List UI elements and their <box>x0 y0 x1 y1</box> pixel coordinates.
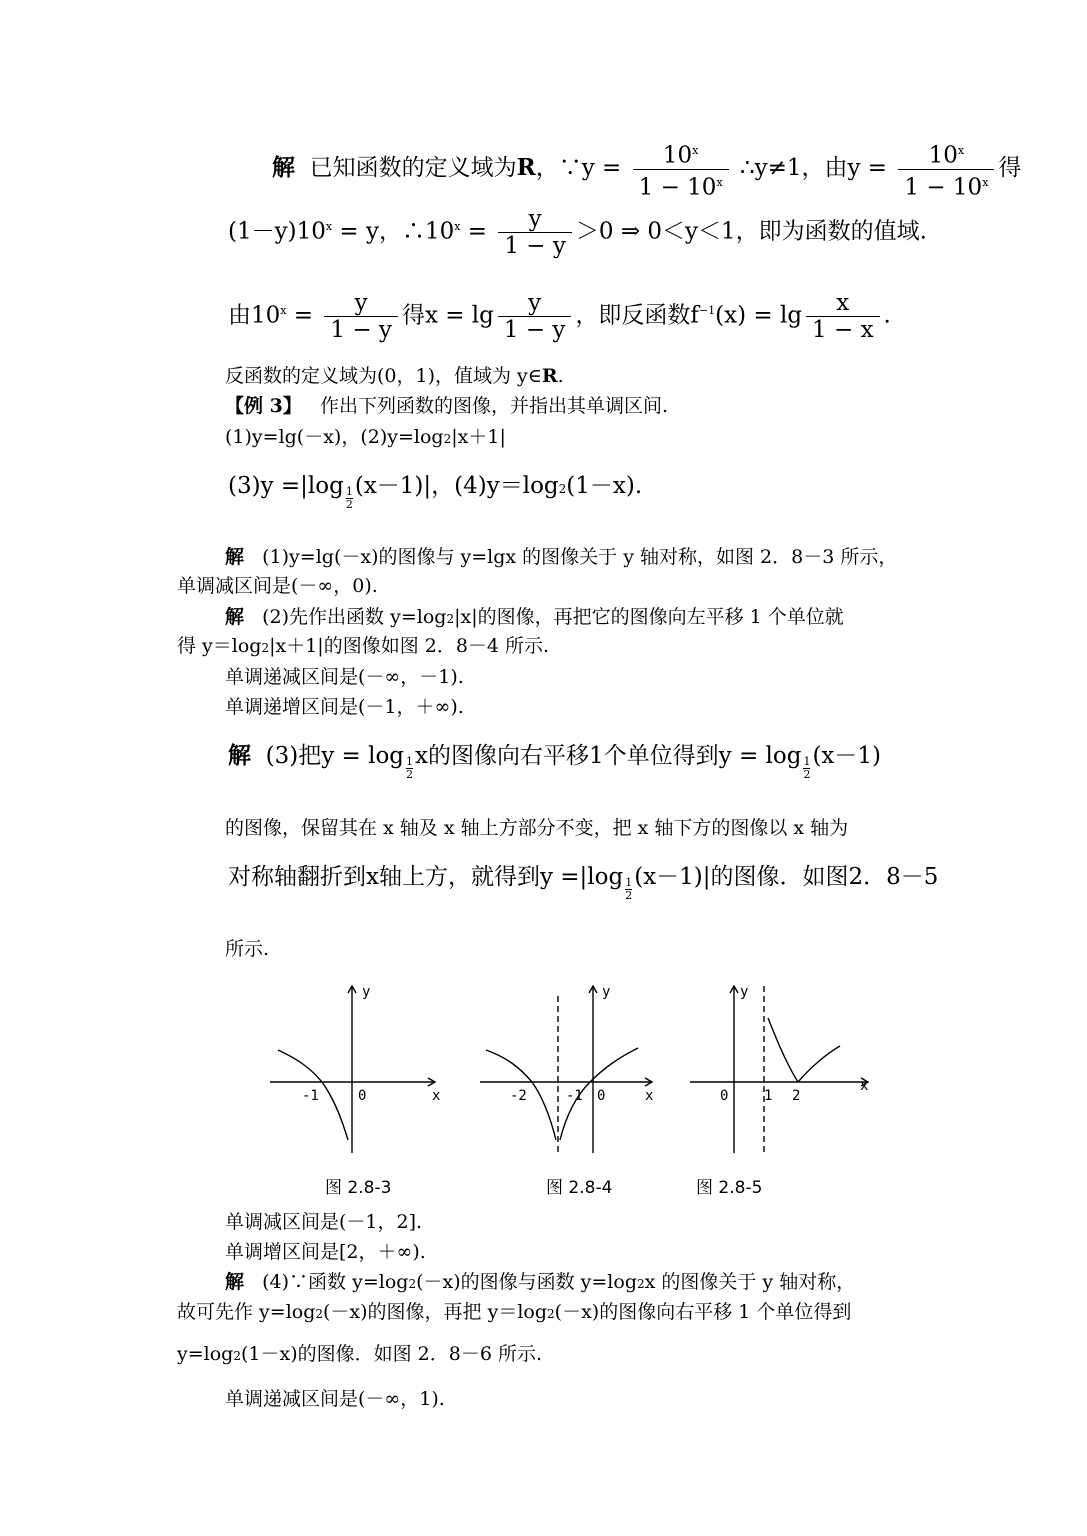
tick-label: 0 <box>597 1088 606 1104</box>
solution-4-line-1: 解 (4)∵函数 y=log2(－x)的图像与函数 y=log2x 的图像关于 y 轴对称， <box>225 1271 856 1293</box>
tick-label: -1 <box>566 1088 583 1104</box>
half-subscript: $\frac{1}{2}$ <box>625 876 633 902</box>
solution-3-line-4: 所示. <box>225 938 270 960</box>
fraction: $\frac{10^x}{1 - 10^x}$ <box>898 138 994 200</box>
example-items-1-2: (1)y=lg(－x)，(2)y=log2|x＋1| <box>225 426 506 448</box>
y-label: y <box>602 984 611 1000</box>
y-label: y <box>740 984 749 1000</box>
solution-line-3: 由$10^x$ = $\frac{y}{1 - y}$ 得x = lg $\frac{y}{1 - y}$ ，即反函数$f^{-1}(x) = \lg$ $\frac{x}{1 - x}$ . <box>228 290 891 343</box>
fraction: $\frac{y}{1 - y}$ <box>498 290 572 343</box>
fraction: $\frac{10^x}{1 - 10^x}$ <box>633 138 729 200</box>
real-set: R <box>516 154 536 182</box>
figure-2-8-5 <box>688 978 878 1158</box>
example-items-3-4: (3)y =|log $\frac{1}{2}$ (x－1)|，(4)y＝log2(1－x). <box>228 473 643 511</box>
caption-2-8-3: 图 2.8-3 <box>325 1178 392 1198</box>
solution-line-1: 解 已知函数的定义域为R，∵y = $\frac{10^x}{1 - 10^x}$ ∴y≠1，由y = $\frac{10^x}{1 - 10^x}$ 得 <box>272 138 1021 200</box>
curve-left <box>768 1018 798 1082</box>
solution-4-line-2: 故可先作 y=log2(－x)的图像，再把 y＝log2(－x)的图像向右平移 1 个单位得到 <box>177 1301 852 1323</box>
text: 已知函数的定义域为 <box>309 155 517 182</box>
x-label: x <box>860 1078 869 1094</box>
decreasing-interval: 单调递减区间是(－∞，－1). <box>225 666 464 688</box>
x-label: x <box>645 1088 654 1104</box>
text: ，∵y = <box>535 155 622 182</box>
increasing-interval-3: 单调增区间是[2，＋∞). <box>225 1241 426 1263</box>
decreasing-interval-3: 单调减区间是(－1，2]. <box>225 1211 423 1233</box>
solution-2-line-1: 解 (2)先作出函数 y=log2|x|的图像，再把它的图像向左平移 1 个单位就 <box>225 606 844 628</box>
decreasing-interval-4: 单调递减区间是(－∞，1). <box>225 1388 445 1410</box>
fraction: $\frac{x}{1 - x}$ <box>806 290 880 343</box>
tick-label: 0 <box>720 1088 729 1104</box>
figure-2-8-3 <box>270 978 450 1158</box>
solution-3-line-3: 对称轴翻折到x轴上方，就得到y =|log $\frac{1}{2}$ (x－1)|的图像．如图2．8－5 <box>228 864 939 902</box>
example-label: 【例 3】 <box>225 395 302 417</box>
fraction: $\frac{y}{1 - y}$ <box>498 206 572 259</box>
tick-label: -1 <box>302 1088 319 1104</box>
caption-2-8-4: 图 2.8-4 <box>546 1178 613 1198</box>
solution-2-line-2: 得 y＝log2|x＋1|的图像如图 2．8－4 所示. <box>177 635 550 657</box>
figure-2-8-4 <box>480 978 660 1158</box>
inverse-domain-line: 反函数的定义域为(0，1)，值域为 y∈R. <box>225 365 564 387</box>
half-subscript: $\frac{1}{2}$ <box>406 755 414 781</box>
half-subscript: $\frac{1}{2}$ <box>803 755 811 781</box>
caption-2-8-5: 图 2.8-5 <box>696 1178 763 1198</box>
tick-label: -2 <box>510 1088 527 1104</box>
solution-1-line-1: 解 (1)y=lg(－x)的图像与 y=lgx 的图像关于 y 轴对称，如图 2．8－3 所示， <box>225 546 898 568</box>
half-subscript: $\frac{1}{2}$ <box>345 485 353 511</box>
increasing-interval: 单调递增区间是(－1，＋∞). <box>225 696 464 718</box>
fraction: $\frac{y}{1 - y}$ <box>324 290 398 343</box>
x-label: x <box>432 1088 441 1104</box>
curve-right <box>798 1046 840 1082</box>
example-heading: 【例 3】 作出下列函数的图像，并指出其单调区间. <box>225 395 669 417</box>
solution-1-line-2: 单调减区间是(－∞，0). <box>177 575 378 597</box>
solution-4-line-3: y=log2(1－x)的图像．如图 2．8－6 所示. <box>177 1343 542 1365</box>
tick-label: 0 <box>358 1088 367 1104</box>
text: ∴y≠1，由y = <box>739 155 888 182</box>
tick-label: 2 <box>792 1088 801 1104</box>
solution-3-line-1: 解 (3)把y = log $\frac{1}{2}$ x的图像向右平移1个单位得到y = log $\frac{1}{2}$ (x－1) <box>228 742 882 781</box>
solution-label: 解 <box>272 154 295 182</box>
y-label: y <box>362 984 371 1000</box>
solution-3-line-2: 的图像，保留其在 x 轴及 x 轴上方部分不变，把 x 轴下方的图像以 x 轴为 <box>225 817 849 839</box>
solution-line-2: $(1-y)10^x = y$，$\therefore 10^x$ = $\frac{y}{1 - y}$ ＞0 ⇒ 0＜y＜1，即为函数的值域. <box>228 206 927 259</box>
tick-label: 1 <box>764 1088 773 1104</box>
